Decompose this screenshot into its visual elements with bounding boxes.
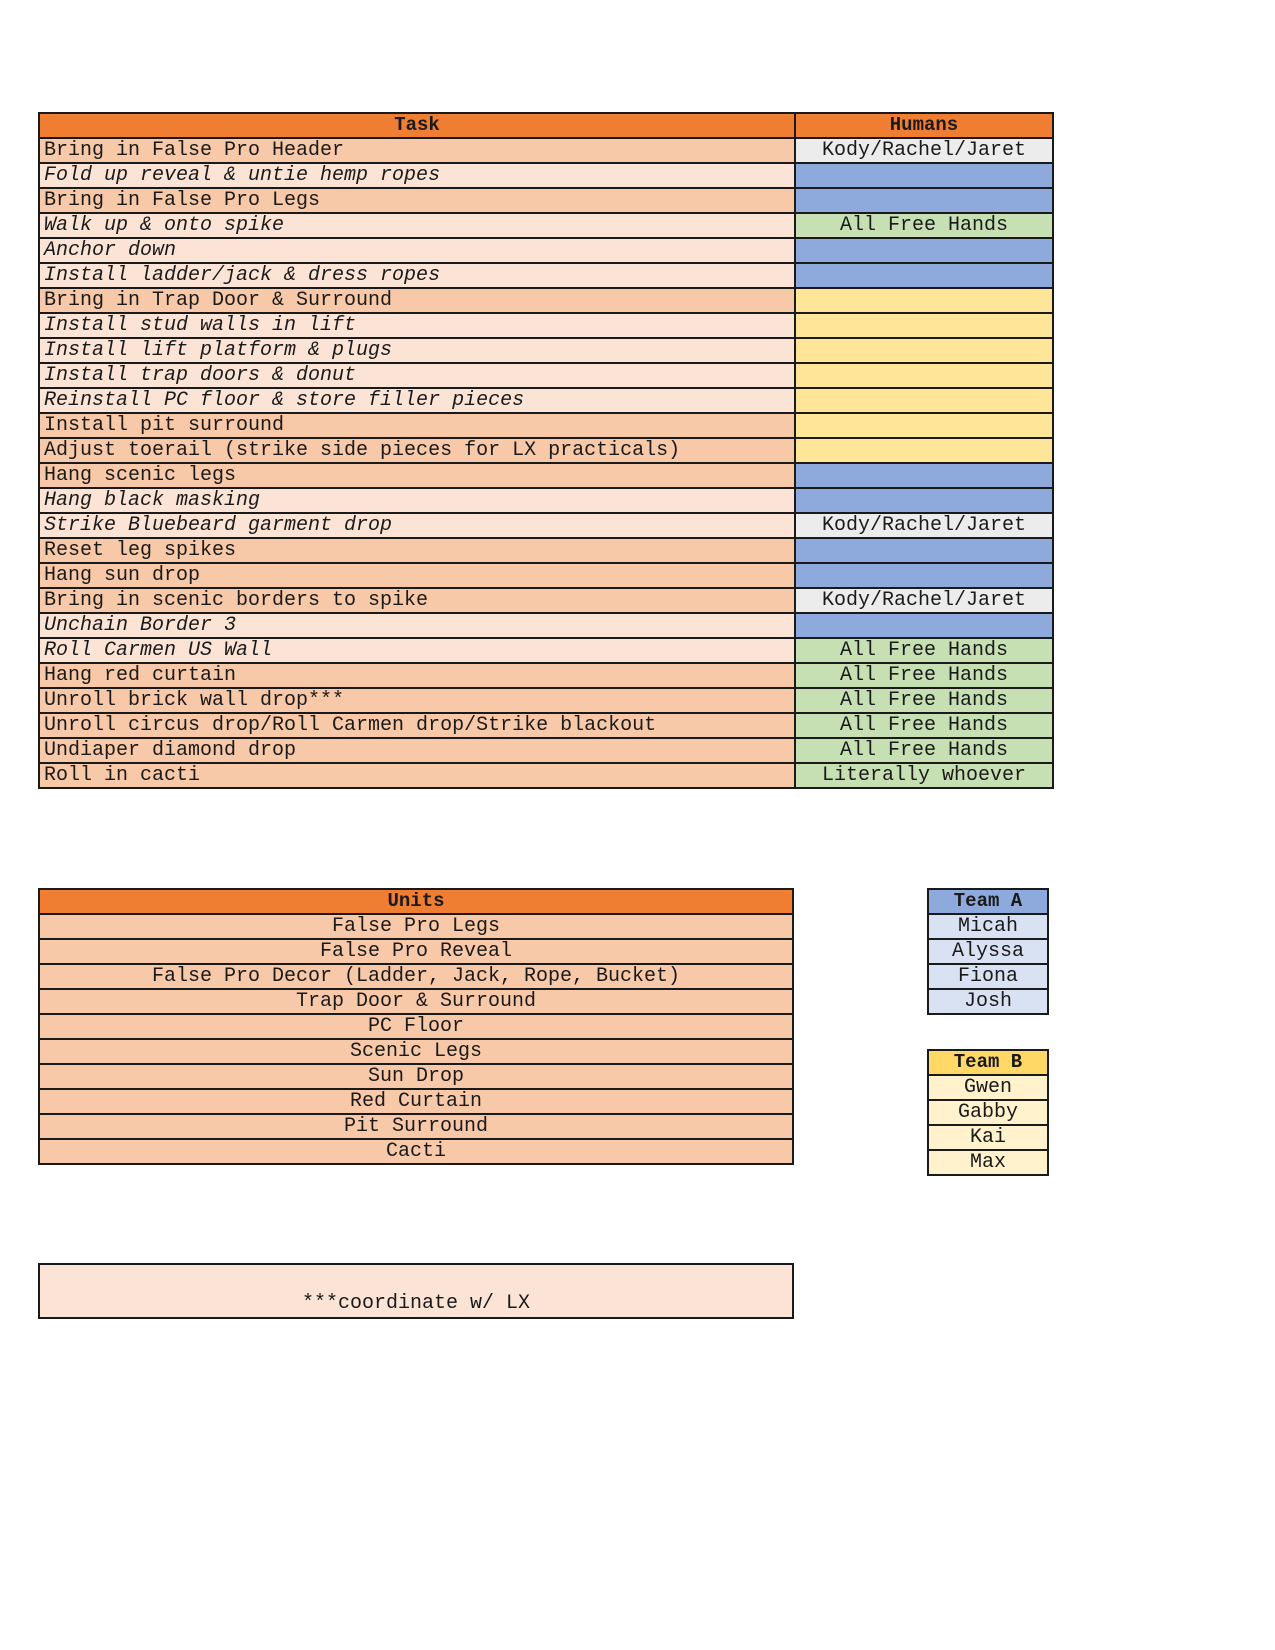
- unit-cell: PC Floor: [39, 1014, 793, 1039]
- task-row: [39, 213, 1053, 238]
- unit-cell-row: [39, 1014, 793, 1039]
- task-table-body: [39, 138, 1053, 788]
- unit-cell-row: [39, 1064, 793, 1089]
- task-row: [39, 188, 1053, 213]
- humans-cell: [795, 538, 1053, 563]
- team-a-member: Josh: [928, 989, 1048, 1014]
- task-row: [39, 238, 1053, 263]
- footnote-box: [38, 1263, 794, 1319]
- task-row: [39, 713, 1053, 738]
- unit-cell: Red Curtain: [39, 1089, 793, 1114]
- team-a-member-row: [928, 964, 1048, 989]
- humans-cell: [795, 363, 1053, 388]
- unit-cell: False Pro Decor (Ladder, Jack, Rope, Bucket): [39, 964, 793, 989]
- humans-cell: [795, 263, 1053, 288]
- task-table-header-row: [39, 113, 1053, 138]
- team-b-member: Max: [928, 1150, 1048, 1175]
- task-column-header: Task: [39, 113, 795, 138]
- unit-cell: Trap Door & Surround: [39, 989, 793, 1014]
- team-b-member: Kai: [928, 1125, 1048, 1150]
- task-row: [39, 688, 1053, 713]
- task-row: [39, 313, 1053, 338]
- team-b-member-row: [928, 1125, 1048, 1150]
- humans-cell: [795, 438, 1053, 463]
- task-row: [39, 138, 1053, 163]
- task-cell: Hang scenic legs: [39, 463, 795, 488]
- unit-cell-row: [39, 939, 793, 964]
- task-row: [39, 488, 1053, 513]
- unit-cell: False Pro Reveal: [39, 939, 793, 964]
- task-row: [39, 738, 1053, 763]
- humans-cell: [795, 338, 1053, 363]
- task-cell: Adjust toerail (strike side pieces for LX practicals): [39, 438, 795, 463]
- team-b-member-row: [928, 1075, 1048, 1100]
- humans-cell: [795, 163, 1053, 188]
- task-cell: Undiaper diamond drop: [39, 738, 795, 763]
- humans-cell: All Free Hands: [795, 738, 1053, 763]
- task-cell: Bring in scenic borders to spike: [39, 588, 795, 613]
- task-cell: Strike Bluebeard garment drop: [39, 513, 795, 538]
- humans-cell: [795, 238, 1053, 263]
- task-row: [39, 513, 1053, 538]
- team-b-header-row: [928, 1050, 1048, 1075]
- unit-cell-row: [39, 1139, 793, 1164]
- task-cell: Walk up & onto spike: [39, 213, 795, 238]
- unit-cell: Pit Surround: [39, 1114, 793, 1139]
- team-a-member: Fiona: [928, 964, 1048, 989]
- team-a-header: Team A: [928, 889, 1048, 914]
- task-cell: Hang red curtain: [39, 663, 795, 688]
- team-a-member-row: [928, 939, 1048, 964]
- units-table-header-row: [39, 889, 793, 914]
- unit-cell-row: [39, 914, 793, 939]
- humans-column-header: Humans: [795, 113, 1053, 138]
- humans-cell: All Free Hands: [795, 688, 1053, 713]
- task-cell: Unroll circus drop/Roll Carmen drop/Strike blackout: [39, 713, 795, 738]
- team-a-member: Alyssa: [928, 939, 1048, 964]
- unit-cell: Scenic Legs: [39, 1039, 793, 1064]
- task-cell: Bring in Trap Door & Surround: [39, 288, 795, 313]
- task-row: [39, 413, 1053, 438]
- unit-cell-row: [39, 1114, 793, 1139]
- task-row: [39, 613, 1053, 638]
- team-b-member: Gwen: [928, 1075, 1048, 1100]
- team-b-body: [928, 1075, 1048, 1175]
- humans-cell: Literally whoever: [795, 763, 1053, 788]
- team-b-member: Gabby: [928, 1100, 1048, 1125]
- humans-cell: Kody/Rachel/Jaret: [795, 513, 1053, 538]
- unit-cell-row: [39, 964, 793, 989]
- task-cell: Fold up reveal & untie hemp ropes: [39, 163, 795, 188]
- team-b-header: Team B: [928, 1050, 1048, 1075]
- task-row: [39, 438, 1053, 463]
- task-row: [39, 588, 1053, 613]
- team-a-body: [928, 914, 1048, 1014]
- team-a-member: Micah: [928, 914, 1048, 939]
- humans-cell: Kody/Rachel/Jaret: [795, 138, 1053, 163]
- task-cell: Install stud walls in lift: [39, 313, 795, 338]
- task-cell: Reinstall PC floor & store filler pieces: [39, 388, 795, 413]
- task-cell: Anchor down: [39, 238, 795, 263]
- unit-cell-row: [39, 1039, 793, 1064]
- task-cell: Bring in False Pro Legs: [39, 188, 795, 213]
- task-cell: Unroll brick wall drop***: [39, 688, 795, 713]
- humans-cell: All Free Hands: [795, 663, 1053, 688]
- team-b-member-row: [928, 1100, 1048, 1125]
- humans-cell: [795, 463, 1053, 488]
- team-b-table: [927, 1049, 1049, 1176]
- unit-cell-row: [39, 989, 793, 1014]
- footnote-text: ***coordinate w/ LX: [301, 1292, 531, 1315]
- task-row: [39, 288, 1053, 313]
- units-table-body: [39, 914, 793, 1164]
- task-row: [39, 363, 1053, 388]
- team-a-member-row: [928, 914, 1048, 939]
- units-column-header: Units: [39, 889, 793, 914]
- task-row: [39, 763, 1053, 788]
- task-row: [39, 638, 1053, 663]
- humans-cell: [795, 313, 1053, 338]
- task-cell: Bring in False Pro Header: [39, 138, 795, 163]
- task-cell: Hang sun drop: [39, 563, 795, 588]
- task-cell: Roll in cacti: [39, 763, 795, 788]
- task-cell: Install pit surround: [39, 413, 795, 438]
- humans-cell: [795, 288, 1053, 313]
- humans-cell: [795, 388, 1053, 413]
- task-row: [39, 338, 1053, 363]
- humans-cell: [795, 488, 1053, 513]
- task-row: [39, 563, 1053, 588]
- units-table: [38, 888, 794, 1165]
- task-row: [39, 163, 1053, 188]
- task-row: [39, 388, 1053, 413]
- unit-cell: Sun Drop: [39, 1064, 793, 1089]
- task-cell: Install trap doors & donut: [39, 363, 795, 388]
- team-a-header-row: [928, 889, 1048, 914]
- team-b-member-row: [928, 1150, 1048, 1175]
- team-a-table: [927, 888, 1049, 1015]
- humans-cell: [795, 613, 1053, 638]
- task-row: [39, 463, 1053, 488]
- task-cell: Hang black masking: [39, 488, 795, 513]
- task-row: [39, 263, 1053, 288]
- task-row: [39, 538, 1053, 563]
- task-cell: Reset leg spikes: [39, 538, 795, 563]
- unit-cell: False Pro Legs: [39, 914, 793, 939]
- task-row: [39, 663, 1053, 688]
- unit-cell: Cacti: [39, 1139, 793, 1164]
- team-a-member-row: [928, 989, 1048, 1014]
- humans-cell: All Free Hands: [795, 638, 1053, 663]
- humans-cell: [795, 188, 1053, 213]
- humans-cell: [795, 413, 1053, 438]
- task-cell: Install ladder/jack & dress ropes: [39, 263, 795, 288]
- humans-cell: [795, 563, 1053, 588]
- humans-cell: All Free Hands: [795, 713, 1053, 738]
- task-cell: Install lift platform & plugs: [39, 338, 795, 363]
- unit-cell-row: [39, 1089, 793, 1114]
- task-cell: Roll Carmen US Wall: [39, 638, 795, 663]
- task-cell: Unchain Border 3: [39, 613, 795, 638]
- humans-cell: All Free Hands: [795, 213, 1053, 238]
- task-table: [38, 112, 1054, 789]
- humans-cell: Kody/Rachel/Jaret: [795, 588, 1053, 613]
